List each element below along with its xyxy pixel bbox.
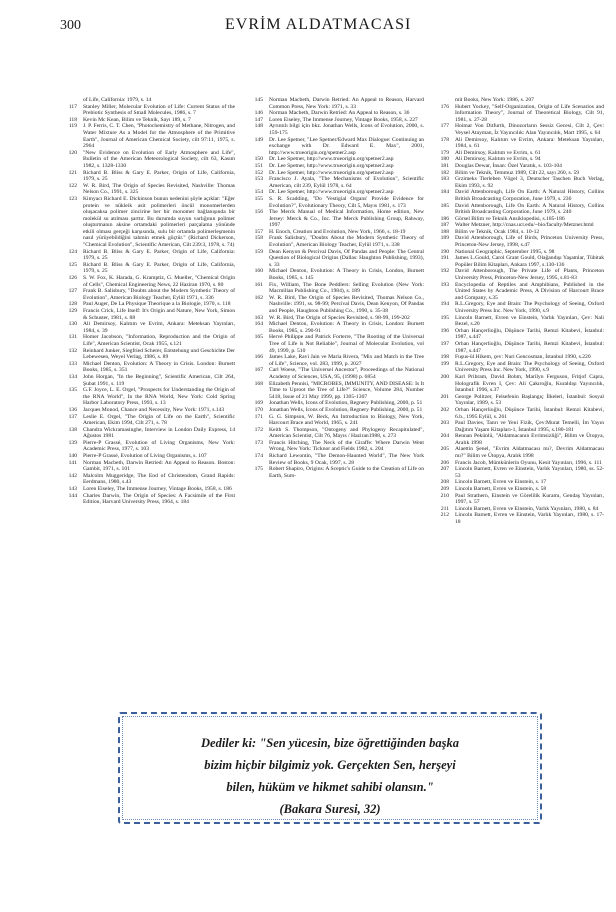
reference-number: 210 [440, 492, 449, 499]
reference-number: 130 [68, 321, 77, 328]
reference-number: 136 [68, 406, 77, 413]
reference-entry [246, 453, 424, 466]
page-number: 300 [60, 18, 81, 33]
reference-text: Lincoln Barnett, Evren ve Einstein, s. 58 [455, 486, 547, 493]
reference-entry [432, 203, 604, 216]
reference-text: Richard B. Bliss & Gary E. Parker, Origin of Life, California: 1979, s. 25 [83, 248, 235, 262]
reference-entry [246, 137, 424, 157]
reference-text: Jacques Monod, Chance and Necessity, New York: 1971, s.143 [83, 406, 225, 413]
reference-entry [246, 123, 424, 136]
reference-text: Orhan Hançerlioğlu, Düşünce Tarihi, Remzi Kitabevi, İstanbul: 1987, s.447 [455, 340, 604, 354]
reference-number: 193 [440, 281, 449, 288]
reference-number: 161 [254, 281, 263, 288]
reference-text: Francis Hitching, The Neck of the Giraffe: Where Darwin Went Wrong, New York: Ticknor and Fields 1982, s. 204 [269, 439, 424, 453]
reference-text: G. G. Simpson, W. Beck, An Introduction to Biology, New York, Harcourt Brace and World, 1965, s. 241 [269, 413, 424, 427]
reference-text: Douglas Dewar, İnsan: Özel Yaratık, s. 103-104 [455, 162, 562, 169]
reference-number: 160 [254, 268, 263, 275]
reference-text: H. Enoch, Creation and Evolution, New York, 1966, s. 18-19 [269, 228, 406, 235]
reference-entry [432, 176, 604, 189]
reference-text: Ali Demirsoy, Kalıtım ve Evrim, Ankara: Meteksan Yayınları, 1984, s. 61 [455, 136, 604, 150]
reference-number: 197 [440, 340, 449, 347]
reference-entry [432, 394, 604, 407]
reference-number: 131 [68, 334, 77, 341]
reference-text: Grzimeks Tierleben Vögel 3, Deutscher Taschen Buch Verlag, Ekim 1993, s. 92 [455, 176, 604, 189]
verse-line: bilen, hüküm ve hikmet sahibi olansın." [226, 780, 434, 794]
reference-entry [432, 460, 604, 467]
reference-text: David Attenborough, Life On Earth: A Natural History, Collins British Broadcasting Corporation, June 1979, s. 236 [455, 189, 604, 202]
reference-number: 194 [440, 301, 449, 308]
reference-number: 134 [68, 373, 77, 380]
reference-text: Pierre-P Grassé, Evolution of Living Organisms, s. 107 [83, 453, 207, 460]
reference-entry [432, 446, 604, 459]
reference-number: 190 [440, 248, 449, 255]
reference-entry [432, 255, 604, 268]
reference-entry [432, 163, 604, 170]
reference-entry [432, 512, 604, 525]
reference-number: 159 [254, 248, 263, 255]
reference-entry [246, 209, 424, 229]
reference-number: 174 [254, 453, 263, 460]
reference-number: 196 [440, 327, 449, 334]
reference-number: 176 [440, 103, 449, 110]
reference-text: Dr. Lee Spetner, http://www.trueorigin.org/spetner2.asp [269, 169, 394, 176]
reference-number: 119 [68, 123, 77, 130]
reference-text: Kevin Mc Kean, Bilim ve Teknik, Sayı 189, s. 7 [83, 116, 191, 123]
reference-entry [60, 183, 235, 196]
reference-entry [246, 282, 424, 295]
reference-number: 172 [254, 426, 263, 433]
reference-number: 123 [68, 195, 77, 202]
reference-text: Michael Denton, Evolution: A Theory in Crisis, London: Burnett Books, 1985, s. 290-91 [269, 321, 424, 334]
reference-text: Reinhard Junker, Siegfried Scherer, Entstehung und Geschichte Der Lebewesen, Weyel Verlag, 1986, s. 89 [83, 347, 235, 361]
reference-entry [246, 189, 424, 196]
reference-text: Dr. Lee Spetner, http://www.trueorigin.org/spetner2.asp [269, 189, 394, 196]
reference-text: Robert Shapiro, Origins: A Sceptic's Guide to the Creation of Life on Earth, Sum- [269, 466, 424, 479]
reference-entry [60, 334, 235, 347]
reference-number: 198 [440, 354, 449, 361]
reference-text: W. R. Bird, The Origin of Species Revisited, Thomas Nelson Co., Nashville: 1991, ss. 98-99; Percival Davis, Dean Kenyon, Of Pandas and People, Haughton Publishing Co., 1990, s. 35-38 [269, 294, 424, 314]
reference-text: Paul Auger, De La Physique Theorique a la Biologie, 1970, s. 118 [83, 301, 231, 308]
reference-text: Bilim ve Teknik, Ocak 1984, s. 10-12 [455, 228, 540, 235]
reference-text: S. R. Scadding, "Do 'Vestigial Organs' Provide Evidence for Evolution?", Evolutionary Theory, Cilt 5, Mayıs 1981, s. 173 [269, 195, 424, 209]
reference-text: Fix, William, The Bone Peddlers: Selling Evolution (New York: Macmillan Publishing Co., 1984), s. 189 [269, 281, 424, 295]
verse-source: (Bakara Suresi, 32) [279, 802, 381, 816]
reference-number: 163 [254, 314, 263, 321]
verse-line: Dediler ki: "Sen yücesin, bize öğrettiğinden başka [201, 736, 459, 750]
reference-entry [432, 104, 604, 124]
reference-number: 125 [68, 261, 77, 268]
reference-text: Karl Pribram, David Bohm, Marilyn Ferguson, Fritjof Capra, Holografik Evren I, Çev: Ali Çakıroğlu, Kuraldışı Yayıncılık, İstanbul: 1996, s.37 [455, 373, 604, 394]
reference-number: 162 [254, 294, 263, 301]
reference-text: Jonathan Wells, Icons of Evolution, Regnery Publishing, 2000, p. 51 [269, 400, 423, 407]
reference-number: 185 [440, 202, 449, 209]
reference-entry [246, 427, 424, 440]
reference-entry [246, 321, 424, 334]
reference-entry [432, 282, 604, 302]
reference-entry [432, 235, 604, 248]
reference-number: 165 [254, 334, 263, 341]
reference-number: 146 [254, 110, 263, 117]
reference-number: 177 [440, 123, 449, 130]
running-title: EVRİM ALDATMACASI [225, 16, 412, 33]
reference-entry [246, 440, 424, 453]
reference-entry [432, 137, 604, 150]
reference-entry [60, 104, 235, 117]
reference-text: Lincoln Barnett, Evren ve Einstein, Varlık Yayınları, 1980, s. 17-18 [455, 512, 604, 525]
reference-text: Ayrıntılı bilgi için bkz. Jonathan Wells, Icons of Evolution, 2000, s. 159-175 [269, 123, 424, 136]
reference-list [60, 104, 235, 506]
reference-text: W. R. Bird, The Origin of Species Revisited, Nashville: Thomas Nelson Co., 1991, s. 325 [83, 182, 235, 196]
reference-continuation: of Life, California: 1979, s. 14 [83, 97, 152, 103]
reference-text: Chandra Wickramasinghe, Interview in London Daily Express, 14 Ağustos 1981 [83, 426, 235, 440]
reference-entry [432, 189, 604, 202]
reference-text: James L.Gould, Carol Grant Gould, Olağandışı Yaşamlar, Tübitak Popüler Bilim Kitapları, Ankara 1997, s.130-136 [455, 255, 604, 268]
reference-number: 151 [254, 162, 263, 169]
reference-text: Lincoln Barnett, Evren ve Einstein, s. 17 [455, 479, 547, 486]
reference-number: 170 [254, 406, 263, 413]
reference-entry [60, 308, 235, 321]
reference-list [432, 104, 604, 526]
reference-number: 143 [68, 486, 77, 493]
reference-text: Paul Davies, Tanrı ve Yeni Fizik, Çev:Murat Temelli, İm Yayın Dağıtım Yaşam Kitapları-1, İstanbul 1995, s.180-181 [455, 420, 604, 433]
reference-text: Ali Demirsoy, Kalıtım ve Evrim, Ankara: Meteksan Yayınları, 1984, s. 39 [83, 321, 235, 334]
reference-number: 148 [254, 123, 263, 130]
reference-number: 144 [68, 492, 77, 499]
reference-text: Frank B. Salisbury, "Doubts about the Modern Synthetic Theory of Evolution", American Biology Teacher, Eylül 1971, s. 336 [83, 288, 235, 301]
reference-number: 166 [254, 354, 263, 361]
reference-number: 169 [254, 400, 263, 407]
reference-number: 154 [254, 189, 263, 196]
reference-text: Frank Salisbury, "Doubts About the Modern Synthetic Theory of Evolution", American Biology Teacher, Eylül 1971, s. 338 [269, 235, 424, 249]
reference-entry [60, 453, 235, 460]
reference-entry [246, 268, 424, 281]
reference-entry [246, 163, 424, 170]
reference-number: 149 [254, 136, 263, 143]
reference-entry [246, 196, 424, 209]
reference-entry [432, 156, 604, 163]
reference-number: 195 [440, 314, 449, 321]
reference-entry [246, 367, 424, 380]
reference-number: 153 [254, 176, 263, 183]
reference-entry [60, 486, 235, 493]
reference-entry [432, 268, 604, 281]
reference-text: Dr. Lee Spetner, "Lee Spetner/Edward Max Dialogue: Continuing an exchange with Dr. Edward E. Max", 2001, http://www.trueorigin.org/spetner2.asp [269, 136, 424, 156]
reference-number: 201 [440, 393, 449, 400]
reference-number: 147 [254, 116, 263, 123]
reference-text: Alaettin Şenel, "Evrim Aldatmacası mı?, Devrim Aldatmacası mı?" Bilim ve Ütopya, Aralık 1998 [455, 446, 604, 460]
reference-text: S. W. Fox, K. Harada, G. Kramptiz, G. Mueller, "Chemical Origin of Cells", Chemical Engineering News, 22 Haziran 1970, s. 80 [83, 275, 235, 288]
reference-text: Michael Denton, Evolution: A Theory in Crisis. London: Burnett Books, 1985, s. 351 [83, 360, 235, 374]
reference-text: Francis Jacob, Mümkünlerin Oyunu, Kesit Yayınları, 1996, s. 111 [455, 459, 602, 466]
reference-number: 206 [440, 459, 449, 466]
reference-text: Homer Jacobson, "Information, Reproduction and the Origin of Life", American Scientist, Ocak 1955, s.121 [83, 334, 235, 347]
reference-entry [246, 235, 424, 248]
reference-text: James Lake, Ravi Jain ve Maria Rivera, "Mix and Match in the Tree of Life", Science, vol. 283, 1999, p. 2027 [269, 354, 424, 367]
reference-entry [432, 466, 604, 479]
reference-entry [432, 328, 604, 341]
verse-line: bizim hiçbir bilgimiz yok. Gerçekten Sen, herşeyi [204, 758, 456, 772]
reference-text: Hubert Yockey, "Self-Organization, Origin of Life Scenarios and Information Theory", Journal of Theoretical Biology, Cilt 91, 1981, s. 27-28 [455, 103, 604, 123]
reference-number: 203 [440, 420, 449, 427]
reference-text: Hoimar Von Ditfurth, Dinozorların Sessiz Gecesi, Cilt 2, Çev: Veysel Atayman, İz Yayıncılık: Alan Yayıncılık, Mart 1995, s. 64 [455, 123, 604, 136]
reference-number: 158 [254, 235, 263, 242]
reference-entry [432, 315, 604, 328]
reference-number: 209 [440, 486, 449, 493]
reference-text: Paul Strathern, Einstein ve Görelilik Kuramı, Gendaş Yayınları, 1997, s. 57 [455, 492, 604, 506]
reference-entry [246, 176, 424, 189]
reference-text: Walter Metzner, http://cnas.ucr.edu/~bio/faculty/Metzner.html [455, 222, 594, 229]
reference-text: Fuşus-ül Hikem, çev: Nuri Gencosman, İstanbul 1990, s.220 [455, 354, 591, 361]
reference-text: Rennan Pekünlü, "Aldatmacanın Evrimsizliği", Bilim ve Ütopya, Aralık 1998 [455, 433, 604, 446]
reference-entry [246, 381, 424, 401]
reference-text: Lincoln Barnett, Evren ve Einstein, Varlık Yayınları, Çev: Nali Bezel, s.20 [455, 314, 604, 328]
reference-number: 155 [254, 195, 263, 202]
reference-entry [60, 460, 235, 473]
reference-entry [246, 156, 424, 163]
reference-entry [246, 110, 424, 117]
reference-number: 205 [440, 446, 449, 453]
reference-text: J. P. Ferris, C. T. Chen, "Photochemistry of Methane, Nitrogen, and Water Mixture As a Model for the Atmosphere of the Primitive Earth", Journal of American Chemical Society, cilt 97:11, 1975, s. 2964 [83, 123, 235, 150]
reference-text: Dean Kenyon & Percival Davis, Of Pandas and People: The Central Question of Biological Origins (Dallas: Haughton Publishing, 1993), s. 33 [269, 248, 424, 268]
reference-text: Keith S. Thompson, "Ontogeny and Phylogeny Recapitulated", American Scientist, Cilt 76, Mayıs / Haziran1988, s. 273 [269, 426, 424, 440]
reference-entry [60, 288, 235, 301]
reference-number: 192 [440, 268, 449, 275]
reference-number: 189 [440, 235, 449, 242]
reference-number: 135 [68, 387, 77, 394]
reference-number: 150 [254, 156, 263, 163]
reference-text: Lincoln Barnett, Evren ve Einstein, Varlık Yayınları, 1980, s. 84 [455, 505, 599, 512]
reference-number: 179 [440, 149, 449, 156]
reference-entry [246, 400, 424, 407]
reference-number: 152 [254, 169, 263, 176]
reference-number: 191 [440, 255, 449, 262]
reference-number: 126 [68, 275, 77, 282]
reference-entry [60, 387, 235, 407]
reference-text: Dr. Lee Spetner, http://www.trueorigin.org/spetner2.asp [269, 156, 394, 163]
reference-entry [432, 420, 604, 433]
reference-number: 129 [68, 308, 77, 314]
reference-entry [246, 466, 424, 479]
reference-number: 184 [440, 189, 449, 196]
reference-text: Lincoln Barnett, Evren ve Einstein, Varlık Yayınları, 1980, ss. 52-53 [455, 466, 604, 479]
reference-number: 121 [68, 169, 77, 176]
reference-number: 141 [68, 459, 77, 466]
reference-number: 168 [254, 380, 263, 387]
reference-text: G.F. Joyce, L. E. Orgel, "Prospects for Understanding the Origin of the RNA World", In the RNA World, New York: Cold Spring Harbor Laboratory Press, 1993, s. 13 [83, 387, 235, 407]
reference-text: Hervé Philippe and Patrick Forterre, "The Rooting of the Universal Tree of Life is Not Reliable", Journal of Molecular Evolution, vol 49, 1999, p. 510 [269, 334, 424, 354]
reference-number: 211 [440, 505, 449, 512]
reference-continuation: mit Books, New York: 1986, s. 207 [455, 97, 534, 103]
reference-entry [60, 361, 235, 374]
reference-text: Stanley Miller, Molecular Evolution of Life: Current Status of the Prebiotic Synthesis of Small Molecules, 1986, s. 7 [83, 103, 235, 117]
reference-entry [432, 150, 604, 157]
reference-entry [60, 262, 235, 275]
reference-entry [60, 427, 235, 440]
reference-number: 133 [68, 360, 77, 367]
reference-text: John Horgan, "In the Beginning", Scientific American, Cilt 264, Şubat 1991, s. 119 [83, 373, 235, 387]
reference-text: Norman Macbeth, Darwin Retried: An Appeal to Reason. Boston: Gambit, 1971, s. 101 [83, 459, 235, 473]
reference-number: 204 [440, 433, 449, 440]
reference-number: 212 [440, 512, 449, 519]
verse-quote-box [118, 712, 542, 824]
reference-text: Norman Macbeth, Darwin Retried: An Appeal to Reason, Harvard Common Press, New York: 1971, s. 33 [269, 97, 424, 110]
reference-entry [60, 249, 235, 262]
reference-text: Orhan Hançerlioğlu, Düşünce Tarihi, Remzi Kitabevi, İstanbul: 1987, s.447 [455, 327, 604, 341]
reference-entry [246, 315, 424, 322]
references-column-2 [246, 97, 424, 479]
reference-text: Elizabeth Pennisi, "MICROBES, IMMUNITY, AND DISEASE: Is It Time to Uproot the Tree of Life?" Science, Volume 284, Number 5418, Issue of 21 May 1999, pp. 1305-1307 [269, 380, 424, 400]
reference-text: Richard B. Bliss & Gary E. Parker, Origin of Life, California, 1979, s. 25 [83, 169, 235, 183]
reference-text: W. R. Bird, The Origin of Species Revisited, s. 98-99, 199-202 [269, 314, 410, 321]
reference-number: 127 [68, 288, 77, 295]
reference-number: 199 [440, 360, 449, 367]
reference-entry [432, 354, 604, 361]
reference-text: Francis Crick, Life Itself: It's Origin and Nature, New York, Simon & Schuster, 1981, s. 88 [83, 308, 235, 321]
reference-number: 137 [68, 413, 77, 420]
reference-number: 200 [440, 373, 449, 380]
reference-number: 118 [68, 116, 77, 123]
reference-number: 187 [440, 222, 449, 229]
reference-number: 157 [254, 228, 263, 235]
reference-text: Bilim ve Teknik, Temmuz 1989, Cilt 22, sayı 260, s. 59 [455, 169, 580, 176]
reference-entry [60, 150, 235, 170]
reference-entry [60, 196, 235, 249]
reference-number: 175 [254, 466, 263, 473]
reference-text: Leslie E. Orgel, "The Origin of Life on the Earth", Scientific American, Ekim 1994, Cilt 271, s. 78 [83, 413, 235, 427]
reference-text: Richard B. Bliss & Gary E. Parker, Origin of Life, California, 1979, s. 25 [83, 261, 235, 275]
reference-entry [60, 374, 235, 387]
reference-entry [432, 506, 604, 513]
reference-number: 171 [254, 413, 263, 420]
reference-number: 182 [440, 169, 449, 176]
reference-number: 132 [68, 347, 77, 354]
reference-number: 117 [68, 103, 77, 110]
verse-text [118, 732, 542, 820]
reference-number: 122 [68, 182, 77, 189]
reference-entry [246, 414, 424, 427]
reference-number: 139 [68, 439, 77, 446]
reference-number: 207 [440, 466, 449, 473]
reference-text: R.L.Gregory, Eye and Brain: The Psychology of Seeing, Oxford University Press Inc. New York, 1990, s.9 [455, 360, 604, 374]
reference-text: Francisco J. Ayala, "The Mechanisms of Evolution", Scientific American, cilt 239, Eylül 1978, s. 64 [269, 176, 424, 189]
reference-entry [432, 341, 604, 354]
reference-number: 156 [254, 209, 263, 216]
reference-text: Loren Eiseley, The Immense Journey, Vintage Books, 1958, s. 227 [269, 116, 418, 123]
reference-entry [432, 479, 604, 486]
reference-text: David Attenborough, Life On Earth: A Natural History, Collins British Broadcasting Corporation, June 1979, s. 240 [455, 202, 604, 216]
reference-text: The Merck Manual of Medical Information, Home edition, New Jersey: Merck & Co., Inc. The Merck Publishing Group, Rahway, 1997 [269, 209, 424, 229]
reference-entry [246, 354, 424, 367]
reference-number: 178 [440, 136, 449, 143]
reference-entry [432, 301, 604, 314]
reference-entry [60, 414, 235, 427]
reference-entry [432, 170, 604, 177]
reference-text: Michael Denton, Evolution: A Theory in Crisis, London, Burnett Books, 1985, s. 145 [269, 268, 424, 282]
reference-text: Norman Macbeth, Darwin Retried: An Appeal to Reason, s. 36 [269, 110, 410, 117]
reference-number: 138 [68, 426, 77, 433]
reference-entry [60, 348, 235, 361]
reference-number: 164 [254, 321, 263, 328]
reference-number: 167 [254, 367, 263, 374]
reference-number: 183 [440, 176, 449, 183]
reference-entry [432, 123, 604, 136]
reference-list [246, 97, 424, 479]
reference-entry [60, 440, 235, 453]
reference-number: 128 [68, 301, 77, 308]
reference-entry [432, 374, 604, 394]
reference-number: 142 [68, 472, 77, 479]
reference-text: Carl Woese, "The Universel Ancestor", Proceedings of the National Academy of Sciences, USA, 95, (1998) p. 6854 [269, 367, 424, 380]
reference-entry [246, 295, 424, 315]
reference-number: 188 [440, 228, 449, 235]
reference-number: 140 [68, 453, 77, 460]
reference-entry [432, 486, 604, 493]
reference-entry [246, 249, 424, 269]
reference-number: 208 [440, 479, 449, 486]
reference-text: Encyclopedia of Reptiles and Amphibians, Published in the United States by Academic Press, A Division of Harcourt Brace and Company, s.35 [455, 281, 604, 301]
reference-text: Charles Darwin, The Origin of Species: A Facsimile of the First Edition, Harvard University Press, 1964, s. 184 [83, 492, 235, 506]
reference-text: David Attenborough, The Private Life of Plants, Princeton University Press, Princeton-New Jersey, 1995, s.81-83 [455, 268, 604, 282]
reference-text: Orhan Hançerlioğlu, Düşünce Tarihi, İstanbul: Remzi Kitabevi, 6.b., 1995 Eylül, s. 261 [455, 406, 604, 420]
reference-text: Pierre-P Grassé, Evolution of Living Organisms, New York: Academic Press, 1977, s. 103 [83, 439, 235, 453]
reference-entry [60, 301, 235, 308]
reference-number: 180 [440, 156, 449, 163]
page-header [0, 14, 616, 38]
reference-entry [60, 123, 235, 149]
reference-text: "New Evidence on Evolution of Early Atmosphere and Life", Bulletin of the American Meteorological Society, cilt 63, Kasım 1982, s. 1328-1330 [83, 149, 235, 169]
references-column-1 [60, 97, 235, 506]
reference-entry [432, 407, 604, 420]
reference-entry [60, 275, 235, 288]
reference-text: Malcolm Muggeridge, The End of Christendom, Grand Rapids: Eerdmans, 1980, s.43 [83, 472, 235, 486]
reference-entry [246, 97, 424, 110]
reference-number: 181 [440, 162, 449, 169]
reference-text: Richard Lewontin, "The Demon-Haunted World", The New York Review of Books, 9 Ocak, 1997, s. 28 [269, 453, 424, 466]
reference-entry [60, 493, 235, 506]
reference-text: Ali Demirsoy, Kalıtım ve Evrim, s. 61 [455, 149, 541, 156]
reference-text: R.L.Gregory, Eye and Brain: The Psychology of Seeing, Oxford University Press Inc. New York, 1990, s.9 [455, 301, 604, 314]
reference-entry [60, 473, 235, 486]
reference-text: Loren Eiseley, The Immense Journey, Vintage Books, 1958, s. 186 [83, 486, 232, 493]
reference-entry [60, 170, 235, 183]
reference-text: David Attenborough, Life of Birds, Princeton University Press, Princeton-New Jersey, 1998, s.47 [455, 235, 604, 249]
reference-number: 202 [440, 406, 449, 413]
reference-number: 145 [254, 97, 263, 103]
reference-number: 186 [440, 215, 449, 222]
reference-entry [246, 407, 424, 414]
reference-text: Kimyacı Richard E. Dickinson bunun nedenini şöyle açıklar: "Eğer protein ve nükleik asit polimerleri öncül monomerlerden oluşacaksa polimer zincirine her bir monomer bağlanışında bir molekül su atılması şarttır. Bu durumda suyun varlığının polimer oluşturmanın aksine ortamdaki polimerleri parçalama yönünde etkili olması gerçeği karşısında, sulu bir ortamda polimerleşmenin nasıl yürüyebildiğini tahmin etmek güçtür." (Richard Dickerson, "Chemical Evolution", Scientific American, Cilt 239:3, 1978, s. 74) [83, 195, 235, 249]
reference-entry [432, 493, 604, 506]
reference-text: Görsel Bilim ve Teknik Ansiklopedisi, s.185-186 [455, 215, 565, 222]
reference-entry [60, 321, 235, 334]
reference-number: 173 [254, 439, 263, 446]
reference-text: Jonathan Wells, Icons of Evolution, Regnery Publishing, 2000, p. 51 [269, 406, 423, 413]
reference-text: George Politzer, Felsefenin Başlangıç İlkeleri, İstanbul: Sosyal Yayınlar, 1989, s. 53 [455, 393, 604, 407]
reference-text: Dr. Lee Spetner, http://www.trueorigin.org/spetner2.asp [269, 162, 394, 169]
reference-number: 124 [68, 248, 77, 255]
reference-text: National Geographic, September 1995, s. 98 [455, 248, 555, 255]
reference-entry [432, 433, 604, 446]
reference-entry [432, 222, 604, 229]
reference-entry [246, 334, 424, 354]
reference-number: 120 [68, 149, 77, 156]
reference-entry [60, 407, 235, 414]
reference-text: Ali Demirsoy, Kalıtım ve Evrim, s. 94 [455, 156, 541, 163]
reference-entry [432, 361, 604, 374]
references-column-3 [432, 97, 604, 526]
